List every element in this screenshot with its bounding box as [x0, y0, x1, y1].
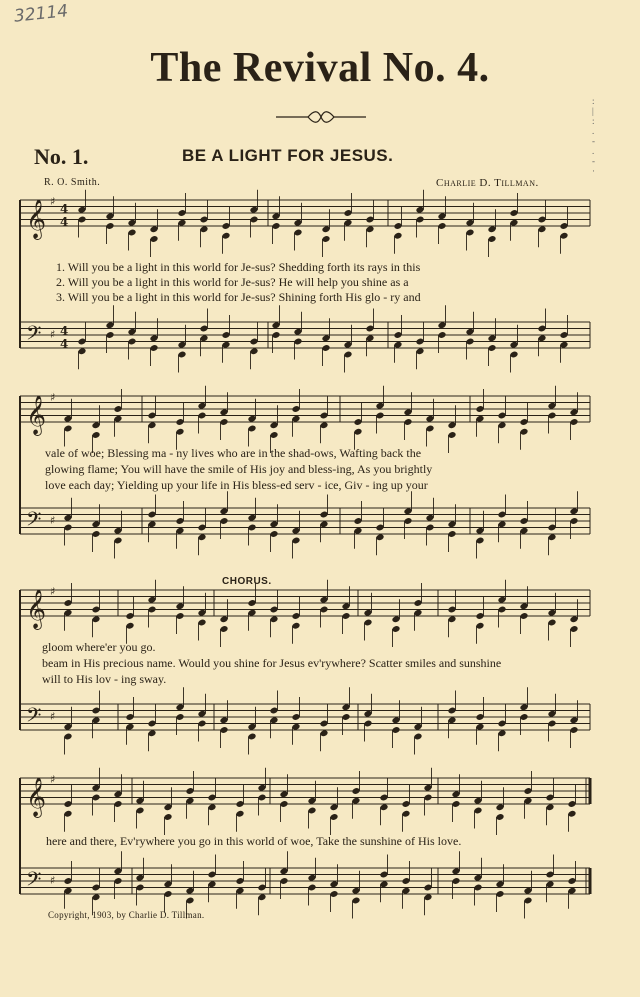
bass-clef: 𝄢	[26, 867, 42, 896]
bass-clef: 𝄢	[26, 321, 42, 350]
sharp-key-signature: ♯	[50, 391, 56, 404]
sharp-key-signature: ♯	[50, 328, 56, 341]
treble-clef: 𝄞	[26, 589, 47, 629]
composer-credit: Charlie D. Tillman.	[436, 177, 539, 189]
time-signature: 4	[60, 215, 69, 229]
lyric-line: love each day; Yielding up your life in His bless-ed serv - ice, Giv - ing up your	[45, 478, 428, 492]
lyric-line: vale of woe; Blessing ma - ny lives who are in the shad-ows, Wafting back the	[45, 446, 422, 460]
bass-clef: 𝄢	[26, 507, 42, 536]
treble-clef: 𝄞	[26, 199, 47, 239]
sharp-key-signature: ♯	[50, 195, 56, 208]
copyright-notice: Copyright, 1903, by Charlie D. Tillman.	[48, 910, 205, 920]
sharp-key-signature: ♯	[50, 773, 56, 786]
treble-clef: 𝄞	[26, 777, 47, 817]
handwritten-catalog-number: 32114	[13, 1, 69, 27]
lyric-line: will to His lov - ing sway.	[42, 672, 167, 686]
song-number: No. 1.	[34, 144, 89, 169]
margin-mark: : | : . - . - ·	[592, 96, 595, 176]
time-signature: 4	[60, 324, 69, 338]
book-title: The Revival No. 4.	[150, 45, 490, 91]
lyric-line: 2. Will you be a light in this world for Je-sus? He will help you shine as a	[56, 275, 409, 289]
lyric-line: gloom where'er you go.	[42, 640, 156, 654]
lyric-line: 3. Will you be a light in this world for Je-sus? Shining forth His glo - ry and	[56, 290, 421, 304]
sharp-key-signature: ♯	[50, 585, 56, 598]
song-title: BE A LIGHT FOR JESUS.	[182, 146, 394, 165]
time-signature: 4	[60, 202, 69, 216]
lyricist-credit: R. O. Smith.	[44, 177, 101, 188]
time-signature: 4	[60, 337, 69, 351]
sharp-key-signature: ♯	[50, 874, 56, 887]
sharp-key-signature: ♯	[50, 514, 56, 527]
lyric-line: here and there, Ev'rywhere you go in this world of woe, Take the sunshine of His love.	[46, 834, 462, 848]
sharp-key-signature: ♯	[50, 710, 56, 723]
lyric-line: beam in His precious name. Would you shine for Jesus ev'rywhere? Scatter smiles and sunshine	[42, 656, 502, 670]
chorus-label: CHORUS.	[222, 576, 272, 587]
lyric-line: 1. Will you be a light in this world for Je-sus? Shedding forth its rays in this	[56, 260, 421, 274]
lyric-line: glowing flame; You will have the smile of His joy and bless-ing, As you brightly	[45, 462, 433, 476]
treble-clef: 𝄞	[26, 395, 47, 435]
bass-clef: 𝄢	[26, 703, 42, 732]
